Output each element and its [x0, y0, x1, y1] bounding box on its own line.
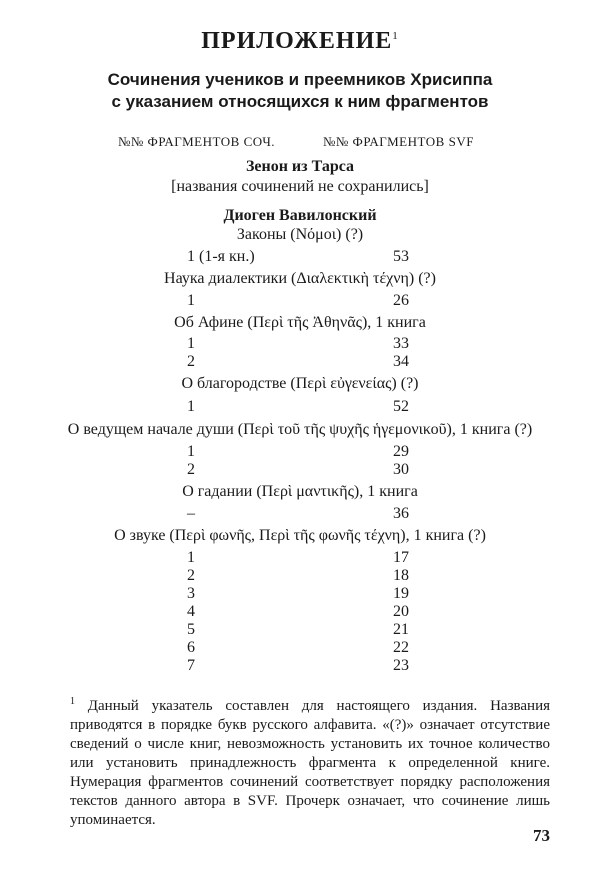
soch-number: 3 — [187, 585, 195, 602]
footnote — [70, 692, 550, 830]
svf-number: 22 — [393, 639, 409, 656]
author-diogenes: Диоген Вавилонский — [223, 207, 377, 224]
page-title — [0, 28, 600, 55]
footnote-mark: 1 — [70, 696, 75, 707]
soch-number: 6 — [187, 639, 195, 656]
svf-number: 26 — [393, 292, 409, 309]
zeno-note: [названия сочинений не сохранились] — [171, 178, 429, 195]
soch-number: 1 — [187, 549, 195, 566]
author-zeno: Зенон из Тарса — [245, 158, 355, 175]
svf-number: 33 — [393, 335, 409, 352]
soch-number: 1 — [187, 335, 195, 352]
svf-number: 23 — [393, 657, 409, 674]
svf-number: 18 — [393, 567, 409, 584]
soch-number: 2 — [187, 567, 195, 584]
svf-number: 17 — [393, 549, 409, 566]
work-title: Наука диалектики (Διαλεκτικὴ τέχνη) (?) — [164, 270, 436, 287]
svf-number: 21 — [393, 621, 409, 638]
page-number: 73 — [533, 826, 550, 845]
soch-number: 1 — [187, 398, 195, 415]
subtitle-line-2: с указанием относящихся к ним фрагментов — [111, 92, 489, 111]
soch-number: 4 — [187, 603, 195, 620]
svf-number: 29 — [393, 443, 409, 460]
soch-number: 1 — [187, 292, 195, 309]
svf-number: 20 — [393, 603, 409, 620]
svf-number: 19 — [393, 585, 409, 602]
title-footnote-mark: 1 — [392, 30, 399, 42]
page-title-text: ПРИЛОЖЕНИЕ — [201, 28, 393, 54]
soch-number: – — [187, 505, 195, 522]
work-title: О звуке (Περὶ φωνῆς, Περὶ τῆς φωνῆς τέχνη), 1 книга (?) — [114, 527, 486, 544]
work-title: О ведущем начале души (Περὶ τοῦ τῆς ψυχῆς ἡγεμονικοῦ), 1 книга (?) — [67, 421, 533, 438]
svf-number: 52 — [393, 398, 409, 415]
soch-number: 1 — [187, 443, 195, 460]
soch-number: 2 — [187, 461, 195, 478]
column-header-svf: №№ ФРАГМЕНТОВ SVF — [323, 134, 474, 149]
work-title: Законы (Νόμοι) (?) — [236, 226, 364, 243]
svf-number: 30 — [393, 461, 409, 478]
work-title: Об Афине (Περὶ τῆς Ἀθηνᾶς), 1 книга — [174, 314, 426, 331]
soch-number: 2 — [187, 353, 195, 370]
work-title: О гадании (Περὶ μαντικῆς), 1 книга — [182, 483, 418, 500]
svf-number: 36 — [393, 505, 409, 522]
soch-number: 5 — [187, 621, 195, 638]
svf-number: 53 — [393, 248, 409, 265]
column-header-soch: №№ ФРАГМЕНТОВ СОЧ. — [118, 134, 276, 149]
soch-number: 7 — [187, 657, 195, 674]
svf-number: 34 — [393, 353, 409, 370]
footnote-text: Данный указатель составлен для настоящего издания. Названия приводятся в порядке букв русского алфавита. «(?)» означает отсутствие сведений о числе книг, невозможность установить их точное количество или установить принадлежность фрагмента к определенной книге. Нумерация фрагментов сочинений соответствует порядку расположения текстов данного автора в SVF. Прочерк означает, что сочинение лишь упоминается. — [70, 698, 551, 828]
work-title: О благородстве (Περὶ εὐγενείας) (?) — [181, 375, 419, 392]
soch-number: 1 (1-я кн.) — [187, 248, 255, 265]
subtitle-line-1: Сочинения учеников и преемников Хрисиппа — [107, 70, 493, 89]
